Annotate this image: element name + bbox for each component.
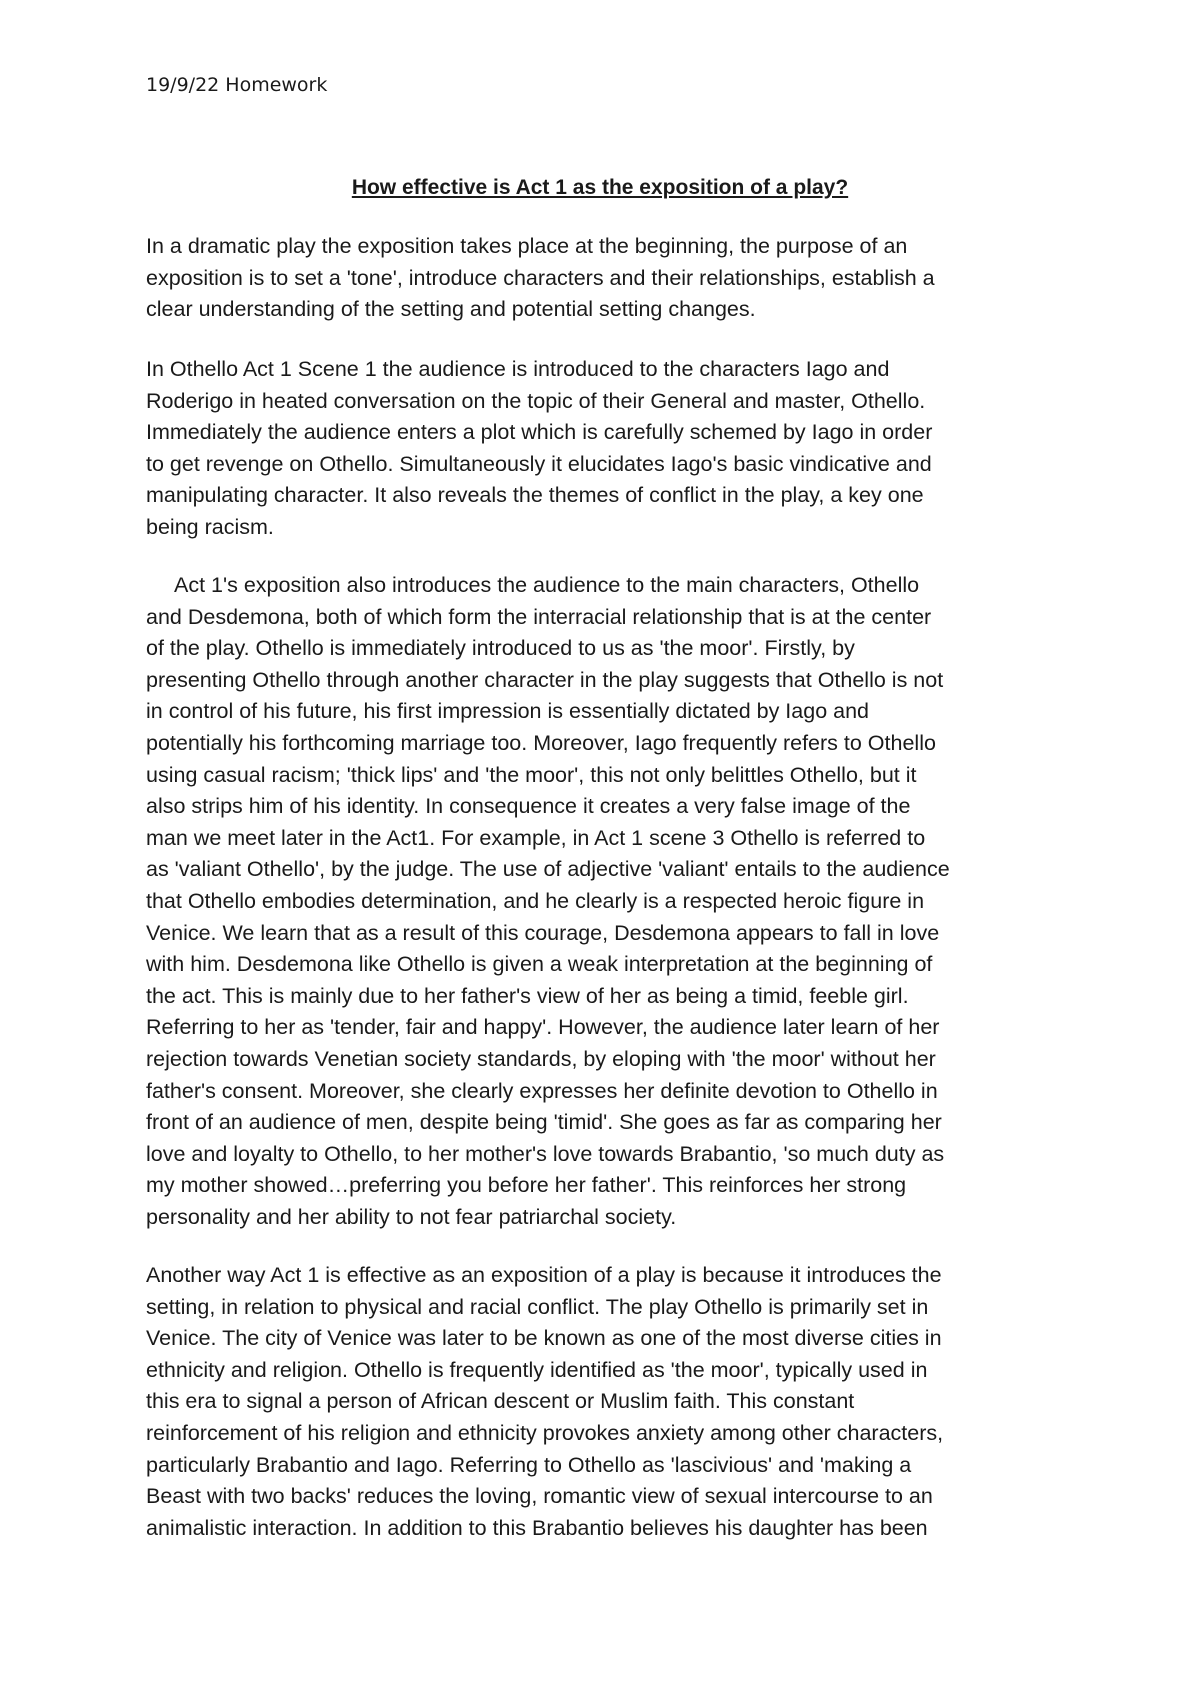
paragraph-line: Beast with two backs' reduces the loving, romantic view of sexual intercourse to an	[146, 1484, 933, 1509]
paragraph-line: as 'valiant Othello', by the judge. The use of adjective 'valiant' entails to the audience	[146, 857, 950, 882]
paragraph-line: and Desdemona, both of which form the interracial relationship that is at the center	[146, 604, 932, 629]
paragraph-line: in control of his future, his first impression is essentially dictated by Iago and	[146, 699, 869, 724]
paragraph-line: using casual racism; 'thick lips' and 'the moor', this not only belittles Othello, but it	[146, 762, 917, 787]
paragraph-line: In Othello Act 1 Scene 1 the audience is introduced to the characters Iago and	[146, 357, 890, 381]
paragraph-line: clear understanding of the setting and potential setting changes.	[146, 297, 756, 322]
paragraph-intro	[146, 231, 1076, 326]
paragraph-line: being racism.	[146, 514, 274, 539]
paragraph-line: personality and her ability to not fear patriarchal society.	[146, 1204, 677, 1229]
paragraph-line: front of an audience of men, despite being 'timid'. She goes as far as comparing her	[146, 1110, 942, 1135]
paragraph-line: In a dramatic play the exposition takes place at the beginning, the purpose of an	[146, 234, 908, 258]
document-title: How effective is Act 1 as the exposition of a play?	[351, 176, 849, 199]
paragraph-line: particularly Brabantio and Iago. Referring to Othello as 'lascivious' and 'making a	[146, 1452, 912, 1477]
paragraph-line: Act 1's exposition also introduces the audience to the main characters, Othello	[174, 573, 920, 597]
paragraph-line: presenting Othello through another character in the play suggests that Othello is not	[146, 667, 944, 692]
paragraph-line: manipulating character. It also reveals the themes of conflict in the play, a key one	[146, 483, 924, 508]
paragraph-line: setting, in relation to physical and racial conflict. The play Othello is primarily set in	[146, 1294, 929, 1319]
paragraph-line: rejection towards Venetian society standards, by eloping with 'the moor' without her	[146, 1046, 936, 1071]
paragraph-line: love and loyalty to Othello, to her mother's love towards Brabantio, 'so much duty as	[146, 1141, 945, 1166]
paragraph-line: Roderigo in heated conversation on the topic of their General and master, Othello.	[146, 388, 926, 413]
paragraph-line: exposition is to set a 'tone', introduce characters and their relationships, establish a	[146, 265, 935, 290]
paragraph-line: to get revenge on Othello. Simultaneously it elucidates Iago's basic vindicative and	[146, 451, 932, 476]
paragraph-line: that Othello embodies determination, and he clearly is a respected heroic figure in	[146, 888, 925, 913]
paragraph-line: with him. Desdemona like Othello is given a weak interpretation at the beginning of	[146, 952, 933, 977]
paragraph-line: the act. This is mainly due to her father's view of her as being a timid, feeble girl.	[146, 983, 909, 1008]
paragraph-line: of the play. Othello is immediately introduced to us as 'the moor'. Firstly, by	[146, 636, 855, 661]
paragraph-line: Venice. The city of Venice was later to be known as one of the most diverse cities in	[146, 1326, 942, 1351]
paragraph-line: animalistic interaction. In addition to this Brabantio believes his daughter has been	[146, 1515, 928, 1540]
paragraph-line: Referring to her as 'tender, fair and happy'. However, the audience later learn of her	[146, 1015, 940, 1040]
paragraph-line: Immediately the audience enters a plot which is carefully schemed by Iago in order	[146, 420, 933, 445]
paragraph-line: father's consent. Moreover, she clearly expresses her definite devotion to Othello in	[146, 1078, 938, 1103]
paragraph-line: my mother showed…preferring you before her father'. This reinforces her strong	[146, 1173, 907, 1198]
paragraph-scene-one	[146, 354, 1076, 544]
paragraph-line: ethnicity and religion. Othello is frequently identified as 'the moor', typically used in	[146, 1357, 928, 1382]
paragraph-characters	[146, 570, 1076, 1233]
paragraph-line: Another way Act 1 is effective as an exposition of a play is because it introduces the	[146, 1263, 942, 1287]
header-date: 19/9/22 Homework	[146, 74, 328, 96]
paragraph-setting	[146, 1260, 1076, 1544]
paragraph-line: man we meet later in the Act1. For example, in Act 1 scene 3 Othello is referred to	[146, 825, 926, 850]
paragraph-line: reinforcement of his religion and ethnicity provokes anxiety among other characters,	[146, 1420, 944, 1445]
paragraph-line: potentially his forthcoming marriage too. Moreover, Iago frequently refers to Othello	[146, 730, 936, 755]
paragraph-line: Venice. We learn that as a result of this courage, Desdemona appears to fall in love	[146, 920, 940, 945]
paragraph-line: also strips him of his identity. In consequence it creates a very false image of the	[146, 794, 911, 819]
paragraph-line: this era to signal a person of African descent or Muslim faith. This constant	[146, 1389, 855, 1414]
